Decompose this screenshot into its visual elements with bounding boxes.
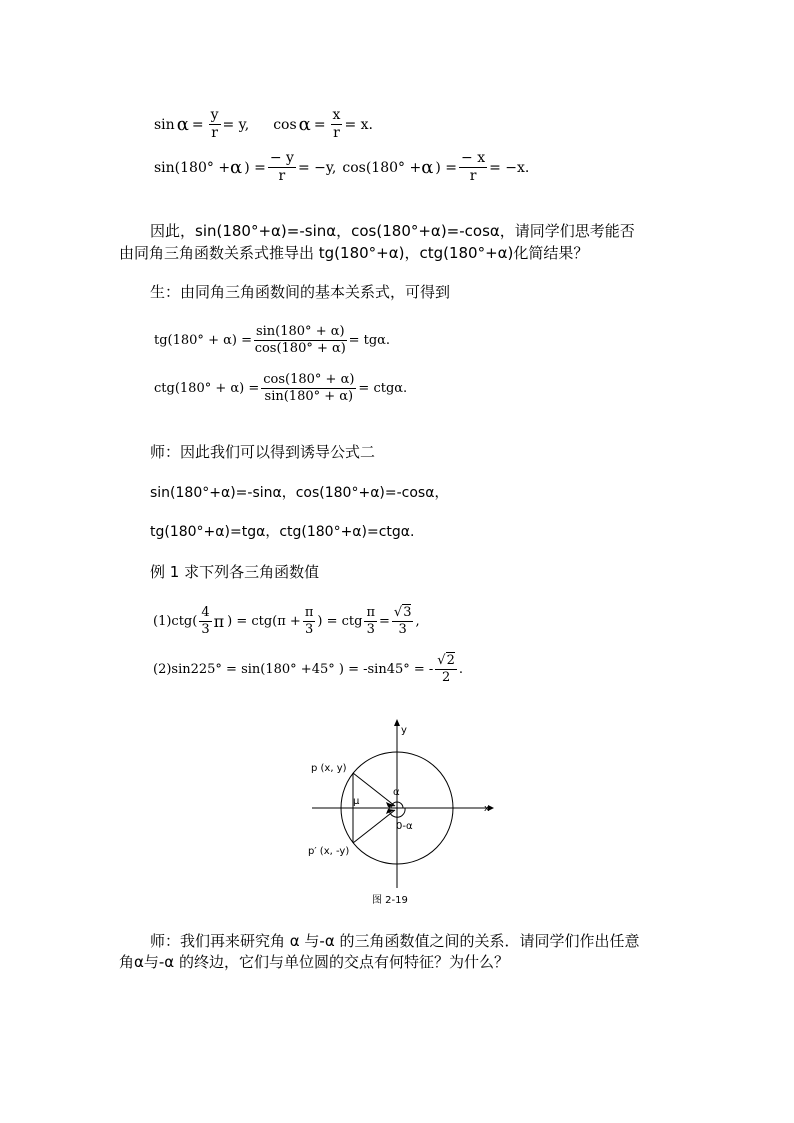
terminal-side-neg-alpha [353, 810, 395, 843]
alpha-symbol: α [230, 157, 243, 179]
numerator: x [331, 108, 343, 125]
end-punct: , [415, 614, 420, 630]
example-2 [153, 654, 463, 686]
point-p-prime-label: p′ (x, -y) [308, 846, 350, 857]
cos-lhs: cos(180° + [342, 159, 422, 176]
numerator: cos(180° + α) [261, 373, 356, 389]
fraction-neg-y-over-r [268, 151, 296, 185]
fraction-x-over-r [331, 108, 343, 142]
rhs-text: = ctgα. [358, 381, 408, 397]
teacher-line: 角α与-α 的终边，它们与单位圆的交点有何特征？为什么？ [119, 953, 509, 971]
lhs-text: (1)ctg( [153, 614, 198, 630]
denominator: 3 [366, 622, 375, 638]
rhs-text: = −y, [297, 159, 337, 176]
denominator: sin(180° + α) [264, 389, 354, 405]
numerator: − y [268, 151, 296, 168]
fraction-y-over-r [209, 108, 221, 142]
numerator: − x [459, 151, 487, 168]
end-punct: . [458, 662, 464, 678]
numerator: y [209, 108, 221, 125]
neg-alpha-label: 0-α [396, 821, 413, 832]
rhs-text: = −x. [489, 159, 530, 176]
denominator: 2 [441, 670, 451, 686]
numerator: 4 [199, 606, 211, 622]
fraction-4-over-3 [199, 606, 211, 638]
equation-ctg [154, 373, 407, 405]
equation-sin-cos-def [154, 108, 373, 142]
equals-sign: = [313, 116, 326, 133]
sqrt-icon: √ [393, 605, 403, 620]
figure-caption: 图 2-19 [372, 895, 408, 906]
fraction-sqrt3-over-3 [392, 606, 414, 638]
formula-line: sin(180°+α)=-sinα，cos(180°+α)=-cosα， [150, 485, 449, 501]
fraction-pi-over-3 [364, 606, 377, 638]
alpha-symbol: α [421, 157, 434, 179]
mid-text: ) = ctg(π + [227, 614, 301, 630]
mid-text: ) = ctg [317, 614, 363, 630]
denominator: r [278, 168, 286, 185]
denominator: r [211, 125, 218, 142]
mu-label: μ [353, 796, 360, 807]
equals-sign: = [378, 614, 390, 630]
fraction-pi-over-3 [303, 606, 316, 638]
radicand: 3 [403, 605, 412, 620]
fraction-cos-over-sin [261, 373, 356, 405]
paragraph-line: 因此，sin(180°+α)=-sinα，cos(180°+α)=-cosα，请同学们思考能否 [150, 222, 635, 240]
equation-180-plus-alpha [154, 151, 529, 185]
sin-lhs: sin(180° + [154, 159, 231, 176]
point-p-label: p (x, y) [311, 763, 347, 774]
student-line: 生：由同角三角函数间的基本关系式，可得到 [150, 283, 451, 301]
numerator: sin(180° + α) [254, 325, 347, 341]
teacher-line: 师：我们再来研究角 α 与-α 的三角函数值之间的关系．请同学们作出任意 [150, 932, 640, 950]
numerator: π [364, 606, 377, 622]
denominator: r [333, 125, 340, 142]
fraction-neg-x-over-r [459, 151, 487, 185]
y-axis-arrow-icon [394, 719, 400, 726]
lhs-text: (2)sin225° = sin(180° +45° ) = -sin45° = - [153, 662, 434, 678]
example-title: 例 1 求下列各三角函数值 [150, 563, 320, 581]
example-1 [153, 606, 420, 638]
rhs-text: = y, [222, 116, 250, 133]
close-paren: ) = [244, 159, 266, 176]
sin-text: sin [154, 116, 175, 133]
denominator: 3 [201, 622, 210, 638]
fraction-sqrt2-over-2 [435, 654, 457, 686]
lhs-text: tg(180° + α) = [154, 333, 252, 349]
y-axis-label: y [401, 725, 407, 736]
denominator: 3 [398, 622, 407, 638]
alpha-symbol: α [176, 114, 189, 136]
rhs-text: = tgα. [348, 333, 391, 349]
formula-line: tg(180°+α)=tgα，ctg(180°+α)=ctgα. [150, 524, 415, 540]
sqrt-icon: √ [437, 653, 446, 668]
pi-symbol: π [213, 612, 225, 632]
teacher-line: 师：因此我们可以得到诱导公式二 [150, 443, 376, 461]
unit-circle-figure [300, 718, 500, 910]
lhs-text: ctg(180° + α) = [154, 381, 260, 397]
paragraph-line: 由同角三角函数关系式推导出 tg(180°+α)，ctg(180°+α)化简结果？ [119, 244, 589, 262]
x-axis-label: x [484, 804, 490, 814]
denominator: 3 [304, 622, 314, 638]
numerator: π [303, 606, 316, 622]
alpha-label: α [393, 787, 400, 798]
equation-tg [154, 325, 390, 357]
radicand: 2 [446, 653, 455, 668]
alpha-symbol: α [298, 114, 311, 136]
cos-text: cos [273, 116, 297, 133]
fraction-sin-over-cos [254, 325, 347, 357]
equals-sign: = [191, 116, 204, 133]
close-paren: ) = [435, 159, 458, 176]
denominator: cos(180° + α) [254, 341, 346, 357]
denominator: r [469, 168, 477, 185]
rhs-text: = x. [344, 116, 373, 133]
